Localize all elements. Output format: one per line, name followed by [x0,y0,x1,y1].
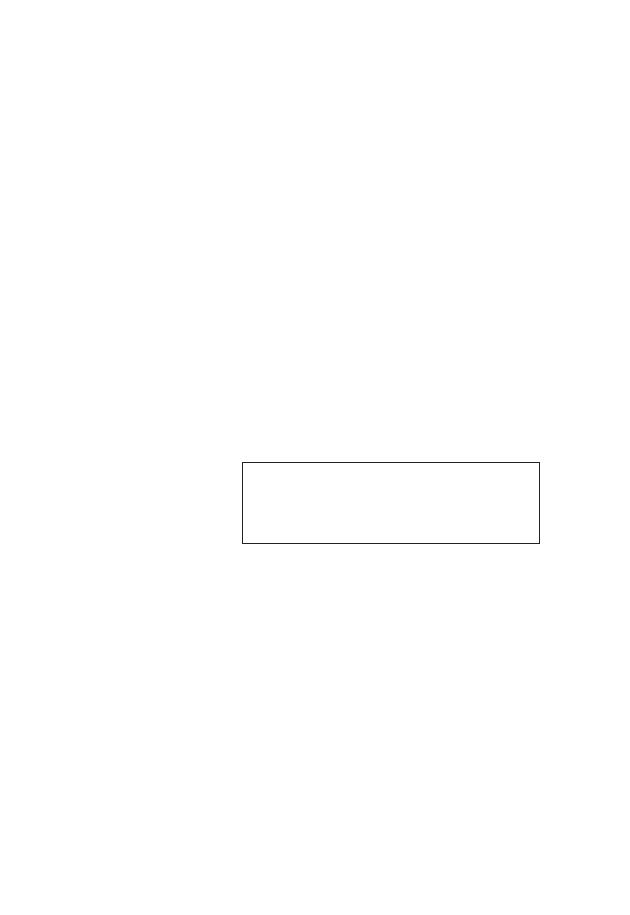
contact-box [242,462,540,544]
